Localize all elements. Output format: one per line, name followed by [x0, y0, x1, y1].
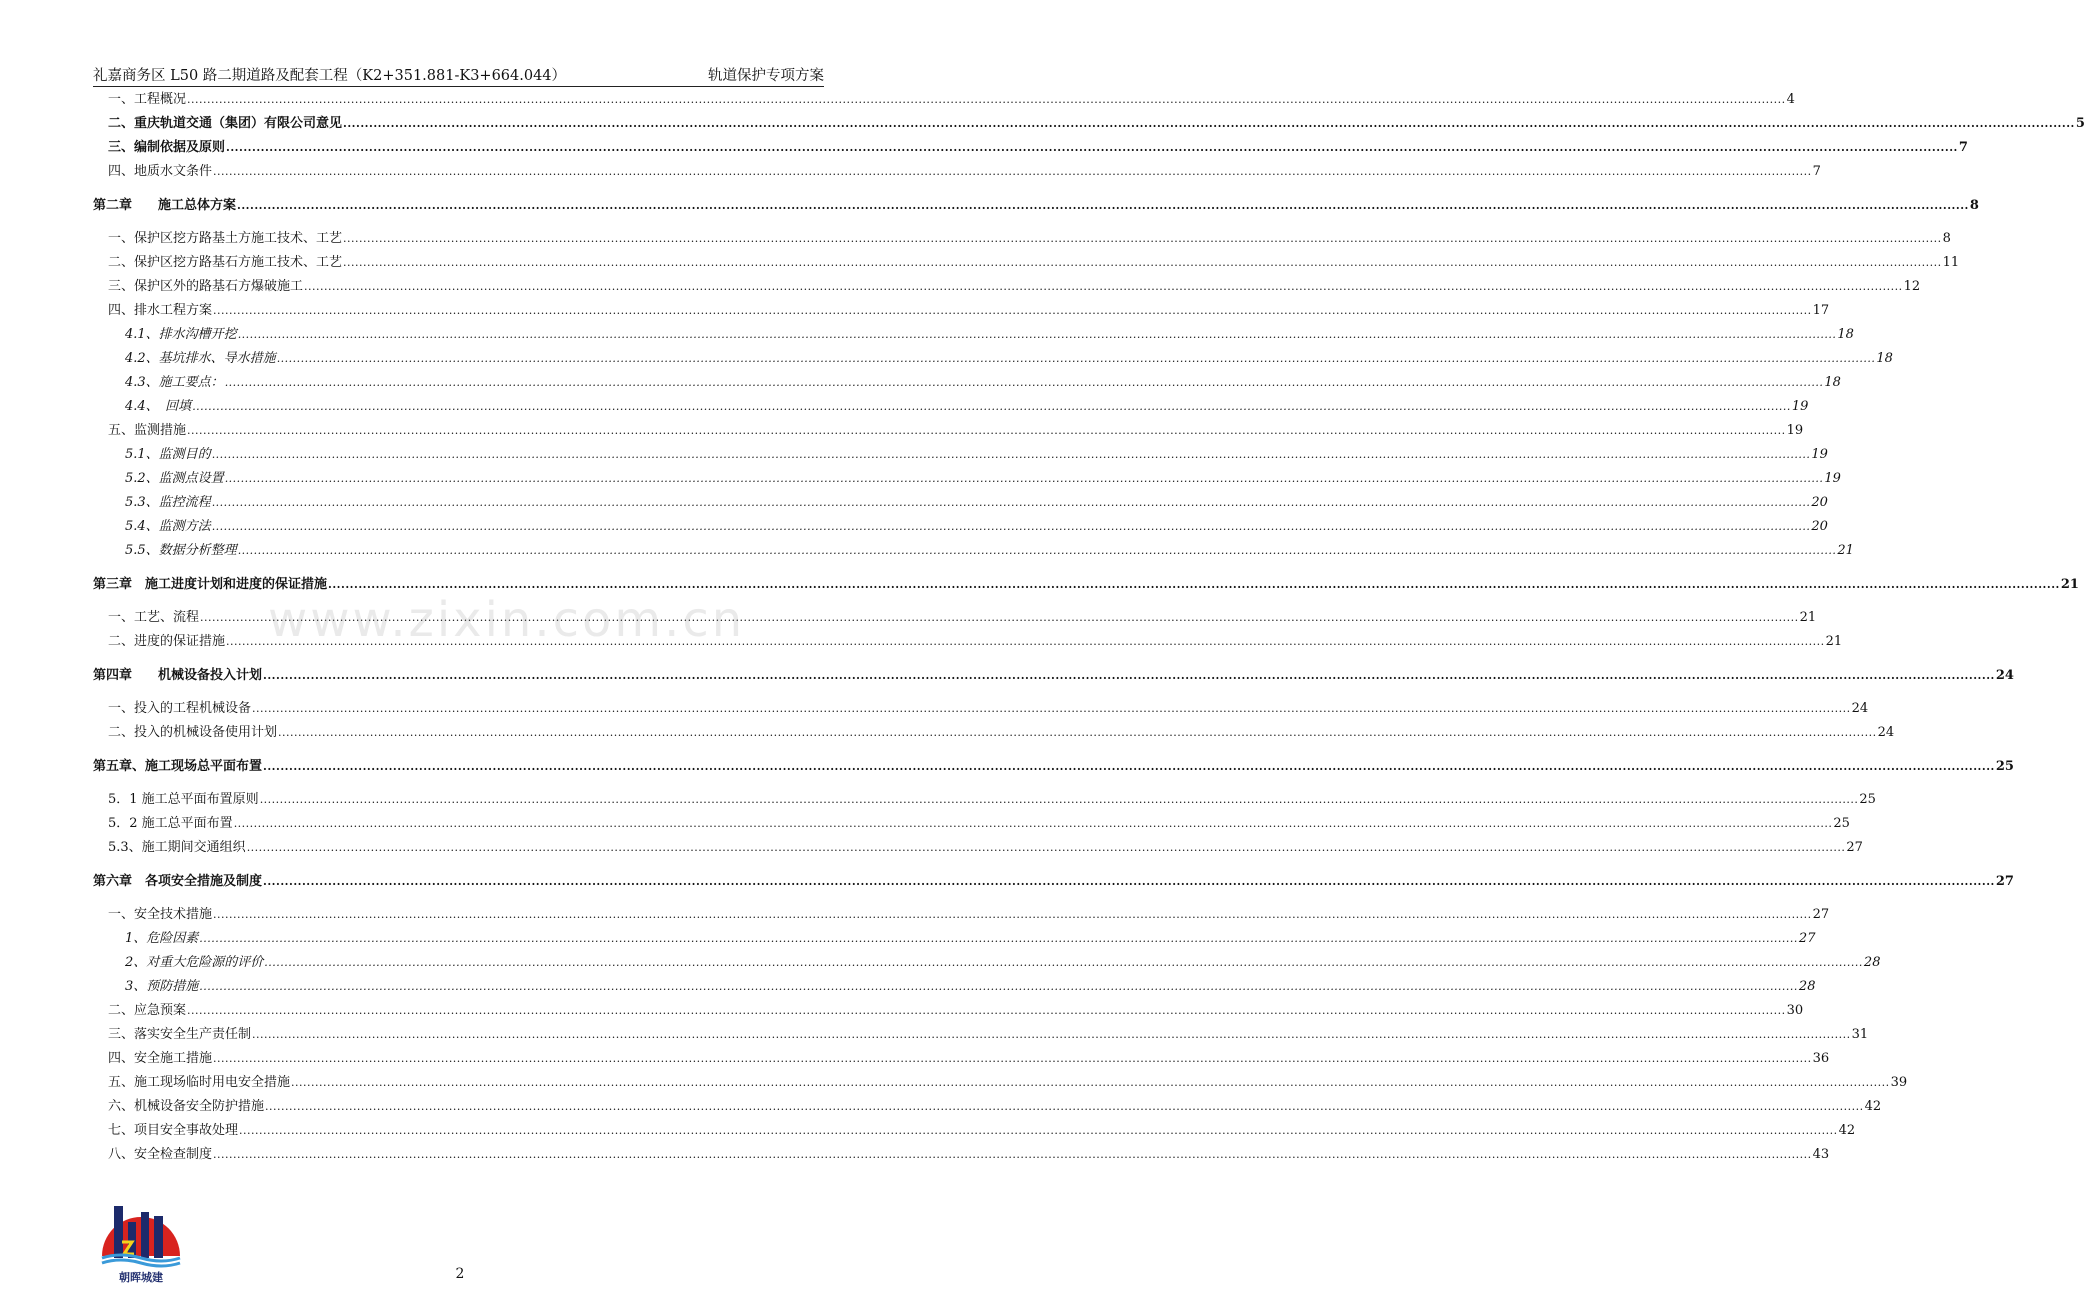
logo-text: 朝晖城建: [119, 1271, 163, 1284]
toc-entry[interactable]: [0, 300, 1830, 322]
header-project-title: 礼嘉商务区 L50 路二期道路及配套工程（K2+351.881-K3+664.044）: [93, 68, 567, 84]
toc-dot-leader: ................................................................................................................................................................................................................................................................................................................................................................................................................: [237, 199, 1969, 212]
toc-entry[interactable]: [0, 837, 1863, 859]
toc-entry-page: 12: [1903, 279, 1921, 294]
toc-entry-page: 11: [1942, 255, 1960, 270]
toc-entry-title: 第五章、施工现场总平面布置: [93, 759, 263, 774]
toc-entry[interactable]: [0, 813, 1850, 835]
toc-entry-page: 31: [1851, 1027, 1869, 1042]
toc-dot-leader: ................................................................................................................................................................................................................................................................................................................................................................................................................: [233, 817, 1833, 830]
toc-entry-page: 21: [1799, 610, 1817, 625]
toc-entry-page: 17: [1812, 303, 1830, 318]
toc-entry-page: 25: [1859, 792, 1876, 807]
toc-entry-title: 四、安全施工措施: [108, 1051, 213, 1066]
toc-dot-leader: ................................................................................................................................................................................................................................................................................................................................................................................................................: [265, 1100, 1864, 1113]
toc-entry-page: 42: [1864, 1099, 1882, 1114]
toc-entry-title: 四、排水工程方案: [108, 303, 213, 318]
toc-entry[interactable]: [0, 1000, 1804, 1022]
watermark: www.zixin.com.cn: [268, 592, 746, 648]
toc-entry-title: 5.5、数据分析整理: [125, 543, 237, 558]
toc-dot-leader: ................................................................................................................................................................................................................................................................................................................................................................................................................: [187, 1004, 1786, 1017]
toc-dot-leader: ................................................................................................................................................................................................................................................................................................................................................................................................................: [226, 635, 1825, 648]
toc-dot-leader: ................................................................................................................................................................................................................................................................................................................................................................................................................: [259, 793, 1859, 806]
toc-dot-leader: ................................................................................................................................................................................................................................................................................................................................................................................................................: [187, 93, 1786, 106]
toc-entry-title: 二、重庆轨道交通（集团）有限公司意见: [108, 116, 343, 131]
toc-entry-title: 一、保护区挖方路基土方施工技术、工艺: [108, 231, 343, 246]
toc-entry-page: 27: [1846, 840, 1863, 855]
toc-entry-title: 2、对重大危险源的评价: [125, 955, 264, 970]
toc-entry[interactable]: [0, 324, 1854, 346]
toc-entry-title: 5．1 施工总平面布置原则: [108, 792, 259, 807]
toc-entry-page: 21: [1825, 634, 1843, 649]
toc-entry[interactable]: [0, 276, 1921, 298]
toc-dot-leader: ................................................................................................................................................................................................................................................................................................................................................................................................................: [213, 1148, 1812, 1161]
toc-dot-leader: ................................................................................................................................................................................................................................................................................................................................................................................................................: [304, 280, 1903, 293]
toc-entry[interactable]: [0, 252, 1960, 274]
toc-entry-title: 5.4、监测方法: [125, 519, 211, 534]
toc-dot-leader: ................................................................................................................................................................................................................................................................................................................................................................................................................: [199, 932, 1798, 945]
toc-entry-page: 20: [1811, 495, 1828, 510]
toc-entry-title: 五、监测措施: [108, 423, 187, 438]
toc-chapter-entry[interactable]: [0, 574, 2079, 596]
toc-entry-title: 一、工程概况: [108, 92, 187, 107]
toc-entry-page: 19: [1786, 423, 1804, 438]
toc-entry-page: 30: [1786, 1003, 1804, 1018]
toc-entry-title: 4.1、排水沟槽开挖: [125, 327, 237, 342]
toc-chapter-entry[interactable]: [0, 665, 2014, 687]
toc-entry[interactable]: [0, 1120, 1856, 1142]
toc-entry-page: 25: [1833, 816, 1850, 831]
toc-entry-page: 4: [1786, 92, 1795, 107]
toc-entry-page: 39: [1890, 1075, 1908, 1090]
company-logo-icon: [98, 1190, 184, 1286]
toc-entry-title: 八、安全检查制度: [108, 1147, 213, 1162]
toc-entry-title: 一、工艺、流程: [108, 610, 200, 625]
toc-entry[interactable]: [0, 904, 1830, 926]
toc-entry[interactable]: [0, 1144, 1830, 1166]
toc-dot-leader: ................................................................................................................................................................................................................................................................................................................................................................................................................: [252, 1028, 1851, 1041]
toc-entry-title: 5.3、施工期间交通组织: [108, 840, 246, 855]
toc-entry-page: 20: [1811, 519, 1828, 534]
toc-entry[interactable]: [0, 348, 1893, 370]
toc-entry[interactable]: [0, 396, 1809, 418]
toc-entry[interactable]: [0, 631, 1843, 653]
toc-dot-leader: ................................................................................................................................................................................................................................................................................................................................................................................................................: [343, 117, 2075, 130]
toc-entry-page: 21: [1837, 543, 1854, 558]
toc-dot-leader: ................................................................................................................................................................................................................................................................................................................................................................................................................: [213, 908, 1812, 921]
toc-entry[interactable]: [0, 372, 1841, 394]
toc-dot-leader: ................................................................................................................................................................................................................................................................................................................................................................................................................: [213, 165, 1812, 178]
toc-dot-leader: ................................................................................................................................................................................................................................................................................................................................................................................................................: [328, 578, 2060, 591]
toc-entry-page: 18: [1876, 351, 1893, 366]
toc-entry-title: 第三章 施工进度计划和进度的保证措施: [93, 577, 328, 592]
toc-dot-leader: ................................................................................................................................................................................................................................................................................................................................................................................................................: [226, 141, 1958, 154]
toc-entry[interactable]: [0, 698, 1869, 720]
toc-entry-title: 二、应急预案: [108, 1003, 187, 1018]
toc-dot-leader: ................................................................................................................................................................................................................................................................................................................................................................................................................: [343, 256, 1942, 269]
toc-entry-title: 第二章 施工总体方案: [93, 198, 237, 213]
toc-dot-leader: ................................................................................................................................................................................................................................................................................................................................................................................................................: [237, 328, 1837, 341]
toc-entry-title: 5．2 施工总平面布置: [108, 816, 233, 831]
toc-entry-title: 五、施工现场临时用电安全措施: [108, 1075, 291, 1090]
toc-entry-title: 六、机械设备安全防护措施: [108, 1099, 265, 1114]
toc-entry-title: 三、落实安全生产责任制: [108, 1027, 252, 1042]
toc-entry-page: 19: [1791, 399, 1809, 414]
toc-entry-title: 一、安全技术措施: [108, 907, 213, 922]
toc-entry-page: 7: [1958, 140, 1968, 155]
toc-entry-title: 七、项目安全事故处理: [108, 1123, 239, 1138]
toc-entry[interactable]: [0, 722, 1895, 744]
toc-dot-leader: ................................................................................................................................................................................................................................................................................................................................................................................................................: [192, 400, 1791, 413]
toc-entry[interactable]: [0, 444, 1828, 466]
toc-entry-title: 5.2、监测点设置: [125, 471, 224, 486]
toc-entry-title: 二、投入的机械设备使用计划: [108, 725, 278, 740]
toc-entry-title: 三、保护区外的路基石方爆破施工: [108, 279, 304, 294]
toc-entry-page: 5: [2075, 116, 2085, 131]
toc-entry[interactable]: [0, 540, 1854, 562]
toc-dot-leader: ................................................................................................................................................................................................................................................................................................................................................................................................................: [278, 726, 1877, 739]
toc-entry-title: 四、地质水文条件: [108, 164, 213, 179]
toc-entry-title: 3、预防措施: [125, 979, 199, 994]
toc-entry-page: 19: [1824, 471, 1841, 486]
toc-entry[interactable]: [0, 113, 2085, 135]
toc-dot-leader: ................................................................................................................................................................................................................................................................................................................................................................................................................: [276, 352, 1876, 365]
toc-dot-leader: ................................................................................................................................................................................................................................................................................................................................................................................................................: [211, 448, 1811, 461]
toc-entry[interactable]: [0, 976, 1816, 998]
toc-entry[interactable]: [0, 1024, 1869, 1046]
toc-dot-leader: ................................................................................................................................................................................................................................................................................................................................................................................................................: [211, 496, 1811, 509]
toc-entry-title: 1、危险因素: [125, 931, 199, 946]
toc-entry[interactable]: [0, 789, 1876, 811]
toc-entry-page: 27: [1812, 907, 1830, 922]
toc-entry-page: 18: [1837, 327, 1854, 342]
toc-entry-page: 8: [1969, 198, 1979, 213]
toc-entry-page: 24: [1995, 668, 2014, 683]
toc-dot-leader: ................................................................................................................................................................................................................................................................................................................................................................................................................: [187, 424, 1786, 437]
toc-dot-leader: ................................................................................................................................................................................................................................................................................................................................................................................................................: [239, 1124, 1838, 1137]
toc-entry[interactable]: [0, 607, 1817, 629]
toc-entry-title: 4.4、 回填: [125, 399, 192, 414]
toc-entry-page: 24: [1877, 725, 1895, 740]
toc-entry-title: 二、保护区挖方路基石方施工技术、工艺: [108, 255, 343, 270]
toc-dot-leader: ................................................................................................................................................................................................................................................................................................................................................................................................................: [291, 1076, 1890, 1089]
toc-dot-leader: ................................................................................................................................................................................................................................................................................................................................................................................................................: [199, 980, 1798, 993]
toc-entry[interactable]: [0, 928, 1816, 950]
toc-entry[interactable]: [0, 1096, 1882, 1118]
toc-entry[interactable]: [0, 468, 1841, 490]
toc-entry-page: 8: [1942, 231, 1951, 246]
toc-entry[interactable]: [0, 228, 1951, 250]
toc-entry-page: 18: [1824, 375, 1841, 390]
toc-entry-page: 42: [1838, 1123, 1856, 1138]
toc-chapter-entry[interactable]: [0, 195, 1979, 217]
toc-entry-page: 25: [1995, 759, 2014, 774]
toc-entry-page: 28: [1863, 955, 1881, 970]
toc-entry[interactable]: [0, 1048, 1830, 1070]
toc-dot-leader: ................................................................................................................................................................................................................................................................................................................................................................................................................: [237, 544, 1837, 557]
toc-dot-leader: ................................................................................................................................................................................................................................................................................................................................................................................................................: [263, 875, 1995, 888]
toc-dot-leader: ................................................................................................................................................................................................................................................................................................................................................................................................................: [211, 520, 1811, 533]
toc-entry-title: 第四章 机械设备投入计划: [93, 668, 263, 683]
toc-chapter-entry[interactable]: [0, 756, 2014, 778]
toc-entry-page: 27: [1995, 874, 2014, 889]
toc-entry-page: 21: [2060, 577, 2079, 592]
toc-entry[interactable]: [0, 161, 1821, 183]
toc-dot-leader: ................................................................................................................................................................................................................................................................................................................................................................................................................: [213, 1052, 1812, 1065]
toc-entry[interactable]: [0, 137, 1968, 159]
toc-entry-title: 5.1、监测目的: [125, 447, 211, 462]
company-logo: [98, 1190, 184, 1286]
toc-dot-leader: ................................................................................................................................................................................................................................................................................................................................................................................................................: [200, 611, 1799, 624]
toc-dot-leader: ................................................................................................................................................................................................................................................................................................................................................................................................................: [224, 472, 1824, 485]
toc-dot-leader: ................................................................................................................................................................................................................................................................................................................................................................................................................: [224, 376, 1824, 389]
toc-entry[interactable]: [0, 952, 1881, 974]
header-doc-title: 轨道保护专项方案: [708, 68, 824, 84]
toc-entry-page: 24: [1851, 701, 1869, 716]
toc-entry[interactable]: [0, 1072, 1908, 1094]
toc-entry-title: 三、编制依据及原则: [108, 140, 226, 155]
toc-dot-leader: ................................................................................................................................................................................................................................................................................................................................................................................................................: [263, 760, 1995, 773]
toc-dot-leader: ................................................................................................................................................................................................................................................................................................................................................................................................................: [264, 956, 1863, 969]
toc-entry-page: 36: [1812, 1051, 1830, 1066]
toc-entry-page: 19: [1811, 447, 1828, 462]
toc-entry-page: 27: [1798, 931, 1816, 946]
toc-entry-title: 二、进度的保证措施: [108, 634, 226, 649]
toc-entry[interactable]: [0, 89, 1795, 111]
toc-entry-page: 7: [1812, 164, 1821, 179]
toc-entry-title: 5.3、监控流程: [125, 495, 211, 510]
toc-entry-title: 4.3、施工要点：: [125, 375, 224, 390]
toc-entry[interactable]: [0, 516, 1828, 538]
toc-entry[interactable]: [0, 492, 1828, 514]
page-number: 2: [455, 1266, 465, 1282]
toc-dot-leader: ................................................................................................................................................................................................................................................................................................................................................................................................................: [213, 304, 1812, 317]
toc-entry-title: 一、投入的工程机械设备: [108, 701, 252, 716]
toc-dot-leader: ................................................................................................................................................................................................................................................................................................................................................................................................................: [252, 702, 1851, 715]
toc-chapter-entry[interactable]: [0, 871, 2014, 893]
toc-dot-leader: ................................................................................................................................................................................................................................................................................................................................................................................................................: [343, 232, 1942, 245]
toc-entry-page: 43: [1812, 1147, 1830, 1162]
toc-dot-leader: ................................................................................................................................................................................................................................................................................................................................................................................................................: [263, 669, 1995, 682]
toc-entry-title: 第六章 各项安全措施及制度: [93, 874, 263, 889]
toc-entry-title: 4.2、基坑排水、导水措施: [125, 351, 276, 366]
toc-entry[interactable]: [0, 420, 1804, 442]
toc-dot-leader: ................................................................................................................................................................................................................................................................................................................................................................................................................: [246, 841, 1846, 854]
toc-entry-page: 28: [1798, 979, 1816, 994]
